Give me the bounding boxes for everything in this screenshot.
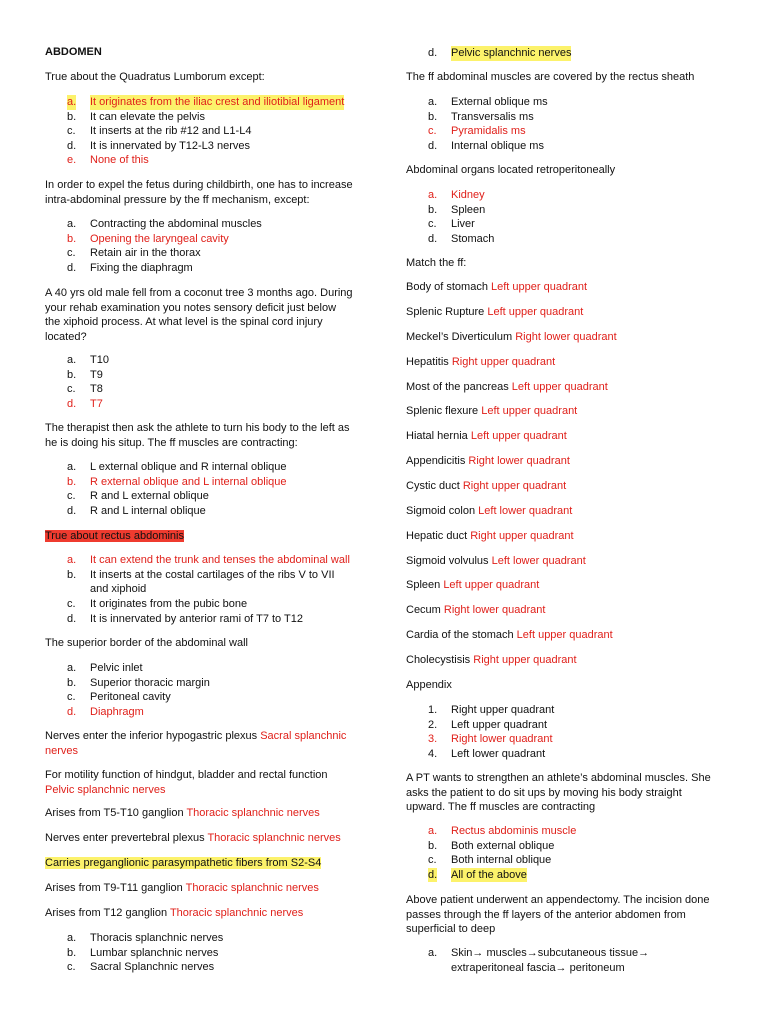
question-stem: True about rectus abdominis: [45, 530, 184, 542]
question-stem: Appendix: [406, 679, 452, 691]
page-title: ABDOMEN: [45, 46, 102, 58]
question-stem: The therapist then ask the athlete to turn his body to the left as he is doing his situp. The ff muscles are contracting:: [45, 422, 350, 449]
match-item: Appendicitis Right lower quadrant: [406, 455, 570, 467]
match-item: Hepatic duct Right upper quadrant: [406, 530, 574, 542]
match-item: Most of the pancreas Left upper quadrant: [406, 381, 608, 393]
match-item: Sigmoid volvulus Left lower quadrant: [406, 555, 586, 567]
question-stem: Above patient underwent an appendectomy. The incision done passes through the ff layers of the anterior abdomen from superficial to deep: [406, 894, 710, 935]
match-item: Meckel’s Diverticulum Right lower quadrant: [406, 331, 617, 343]
match-item: Cholecystisis Right upper quadrant: [406, 654, 577, 666]
statement: For motility function of hindgut, bladder and rectal function Pelvic splanchnic nerves: [45, 769, 328, 796]
question-stem: A 40 yrs old male fell from a coconut tree 3 months ago. During your rehab examination you notes sensory deficit just below the xiphoid process. At what level is the spinal cord injury located?: [45, 287, 353, 343]
match-item: Sigmoid colon Left lower quadrant: [406, 505, 573, 517]
match-title: Match the ff:: [406, 257, 467, 269]
match-item: Splenic Rupture Left upper quadrant: [406, 306, 584, 318]
statement: Carries preganglionic parasympathetic fibers from S2-S4: [45, 857, 322, 869]
question-stem: The ff abdominal muscles are covered by the rectus sheath: [406, 71, 695, 83]
statement: Arises from T9-T11 ganglion Thoracic splanchnic nerves: [45, 882, 319, 894]
match-item: Spleen Left upper quadrant: [406, 579, 540, 591]
question-stem: Abdominal organs located retroperitoneally: [406, 164, 616, 176]
question-stem: A PT wants to strengthen an athlete’s abdominal muscles. She asks the patient to do sit ups by moving his body straight upward. The ff muscles are contracting: [406, 772, 711, 813]
question-stem: The superior border of the abdominal wall: [45, 637, 249, 649]
match-item: Hepatitis Right upper quadrant: [406, 356, 556, 368]
statement: Arises from T5-T10 ganglion Thoracic splanchnic nerves: [45, 807, 320, 819]
statement: Nerves enter prevertebral plexus Thoracic splanchnic nerves: [45, 832, 341, 844]
match-item: Cecum Right lower quadrant: [406, 604, 546, 616]
match-item: Hiatal hernia Left upper quadrant: [406, 430, 567, 442]
match-item: Cardia of the stomach Left upper quadrant: [406, 629, 613, 641]
question-stem: True about the Quadratus Lumborum except:: [45, 71, 265, 83]
question-stem: In order to expel the fetus during childbirth, one has to increase intra-abdominal pressure by the ff mechanism, except:: [45, 179, 353, 206]
statement: Nerves enter the inferior hypogastric plexus Sacral splanchnic nerves: [45, 730, 347, 757]
match-item: Body of stomach Left upper quadrant: [406, 281, 588, 293]
match-item: Splenic flexure Left upper quadrant: [406, 405, 578, 417]
match-item: Cystic duct Right upper quadrant: [406, 480, 567, 492]
statement: Arises from T12 ganglion Thoracic splanchnic nerves: [45, 907, 304, 919]
